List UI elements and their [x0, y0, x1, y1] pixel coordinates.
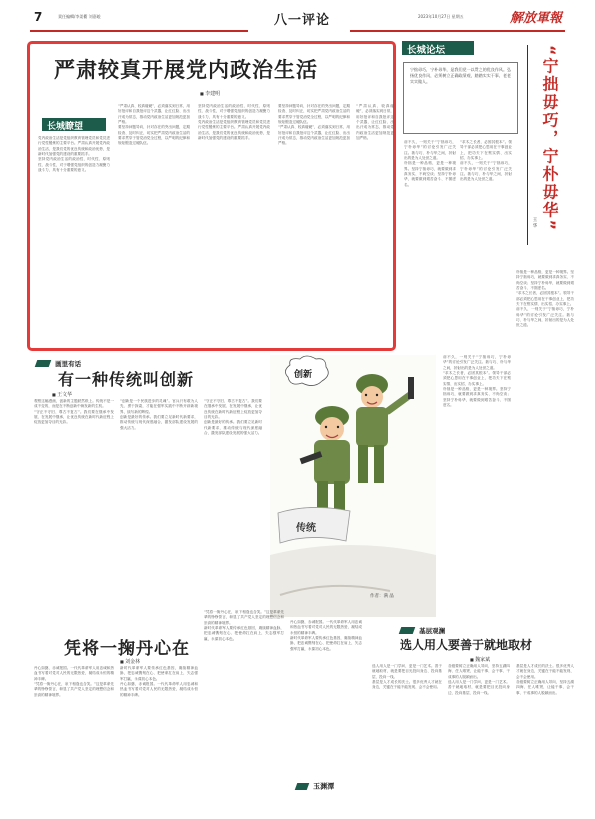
bottom-right-column-tag-text: 基层观澜 [419, 627, 446, 635]
bottom-left-col-2 [120, 666, 198, 814]
bottom-right-paragraph: 选人用人是一门学问，更是一门艺术。善于就地取材，就是要把目光投向身边、投向基层、投向一线。 [372, 664, 442, 679]
lead-article [27, 41, 396, 351]
bottom-left-paragraph: “凭将一掬丹心在，泉下相逢也含笑。”这是革命先辈的铮铮誓言，彰显了共产党人坚定的理想信念和崇高的精神境界。 [34, 682, 114, 697]
pullquote-title: “宁拙毋巧，宁朴毋华” [540, 45, 559, 233]
lead-body-col-3 [198, 104, 270, 344]
lead-body-col-5 [356, 104, 394, 344]
tradition-byline: ■ 王文华 [52, 391, 72, 398]
bottom-left-col-1 [34, 666, 114, 814]
bottom-left-paragraph: 新时代革命军人要传承红色基因，赓续精神血脉，把忠诚镌刻在心、把使命扛在肩上，矢志强军打赢，永葆初心本色。 [290, 636, 362, 651]
lead-paragraph: 要坚持问题导向，针对存在的突出问题，定期检查、及时纠正，切实把严肃党内政治生活的要求贯穿于管党治党全过程，以严明的纪律和规矩锻造过硬队伍。 [278, 104, 350, 125]
tradition-paragraph: 创新是最好的传承。我们要立足新时代新要求，推动传统与现代深度融合，激发部队建设发展的强大活力。 [204, 420, 262, 436]
tradition-paragraph: “创新是一个民族进步的灵魂”。官兵只有敢为人先、勇于探索，才能在强军实践中不断开辟新境界，续写新的辉煌。 [120, 399, 198, 414]
bottom-right-col-1 [372, 664, 442, 814]
signoff-icon [295, 783, 310, 790]
cartoon-illustration [270, 355, 436, 617]
header-rule-right [350, 30, 565, 32]
right-body-col-1 [404, 140, 456, 350]
pullquote-rule [527, 45, 528, 245]
page-header [0, 0, 595, 32]
right-column-tag [402, 41, 474, 55]
tradition-column-tag-text: 画里有话 [55, 360, 82, 368]
right-body-col-4 [443, 355, 511, 615]
bottom-left-paragraph: “凭将一掬丹心在，泉下相逢也含笑。”这是革命先辈的铮铮誓言，彰显了共产党人坚定的理想信念和崇高的精神境界。 [204, 610, 284, 625]
right-paragraph: 朴拙是一种品格，更是一种境界。坚持宁拙毋巧，就要做到求真务实、不尚空谈；坚持宁朴毋华，就要做到艰苦奋斗、不图虚名。 [404, 161, 456, 187]
cartoon-banner [278, 507, 350, 543]
bottom-right-col-2 [448, 664, 510, 814]
tradition-paragraph: 创新是最好的传承。我们要立足新时代新要求，推动传统与现代深度融合，激发部队建设发展的强大活力。 [120, 415, 198, 430]
header-date: 2023年10月27日 星期五 [418, 14, 464, 19]
right-paragraph: 前不久，一则关于“宁拙毋巧，宁朴毋华”的讨论引发广泛关注。拙与巧、朴与华之间，折射出的是为人处世之道。 [460, 161, 512, 182]
right-paragraph: “求木之长者，必固其根本”。领导干部必须把心思用在干事创业上，把功夫下在察实情、出实招、办实事上。 [460, 140, 512, 161]
bottom-right-paragraph: 各级要树立正确用人导向，坚持五湖四海、任人唯贤，让能干事、会干事、干成事的人脱颖而出。 [448, 664, 510, 679]
bottom-left-headline: 凭将一掬丹心在 [64, 639, 190, 659]
bottom-left-col-4 [290, 620, 362, 770]
lead-paragraph: 坚持党内政治生活的政治性、时代性、原则性、战斗性，对于增强党组织的创造力凝聚力战斗力，具有十分重要的意义。 [38, 157, 110, 173]
tradition-column-tag-icon [35, 360, 52, 367]
lead-body-col-2 [118, 104, 190, 344]
bottom-right-paragraph: 选人用人是一门学问，更是一门艺术。善于就地取材，就是要把目光投向身边、投向基层、投向一线。 [448, 680, 510, 695]
signoff-block [296, 776, 334, 795]
bottom-left-col-3 [204, 610, 284, 814]
lead-headline: 严肃较真开展党内政治生活 [54, 58, 318, 82]
cartoon-bubble-text: 创新 [294, 370, 313, 380]
section-title: 八一评论 [274, 13, 331, 28]
right-column-tag-text: 长城论坛 [407, 45, 446, 56]
right-body-col-3 [516, 270, 574, 600]
right-paragraph: 前不久，一则关于“宁拙毋巧，宁朴毋华”的讨论引发广泛关注。拙与巧、朴与华之间，折射出的是为人处世之道。 [404, 140, 456, 161]
right-intro-box [403, 62, 518, 134]
bottom-right-paragraph: 基层是人才成长的沃土。很多优秀人才就在身边，关键在于能不能发现、会不会使用。 [372, 680, 442, 690]
bottom-right-col-3 [516, 664, 574, 814]
cartoon-banner-text: 传统 [296, 523, 316, 534]
tradition-body-col-2 [120, 399, 198, 609]
lead-body-col-4 [278, 104, 350, 344]
lead-paragraph: “严肃认真、较真碰硬”，必须落实到日常，用好批评和自我批评这个武器，让红红脸、出出汗成为常态，推动党内政治生活更加规范更加严格。 [118, 104, 190, 125]
lead-paragraph: “严肃认真、较真碰硬”，必须落实到日常，用好批评和自我批评这个武器，让红红脸、出出汗成为常态，推动党内政治生活更加规范更加严格。 [278, 125, 350, 146]
tradition-headline: 有一种传统叫创新 [58, 370, 195, 389]
right-body-col-2 [460, 140, 512, 350]
tradition-paragraph: 观察这幅漫画，创新的主题跃然纸上。传统不是一成不变的，而是在不断创新中焕发新的生机。 [34, 399, 114, 409]
bottom-right-byline: ■ 魏家斌 [470, 656, 490, 663]
right-paragraph: “求木之长者，必固其根本”。领导干部必须把心思用在干事创业上，把功夫下在察实情、出实招、办实事上。 [443, 371, 511, 386]
signoff-text: 玉渊潭 [313, 782, 335, 791]
tradition-paragraph: “守正不守旧、尊古不复古”。我们要在继承中发展、在发展中继承，让优良传统在新时代新征程上绽放更加夺目的光彩。 [34, 409, 114, 425]
right-paragraph: 前不久，一则关于“宁拙毋巧，宁朴毋华”的讨论引发广泛关注。拙与巧、朴与华之间，折射出的是为人处世之道。 [443, 355, 511, 370]
header-tagline: 責任編輯/李姜衢 刘嘉峻 [58, 14, 101, 19]
tradition-body-col-1 [34, 399, 114, 609]
lead-byline: ■ 李建明 [200, 90, 220, 97]
lead-paragraph: 坚持党内政治生活的政治性、时代性、原则性、战斗性，对于增强党组织的创造力凝聚力战斗力，具有十分重要的意义。 [198, 104, 270, 119]
right-intro-text: 宁拙毋巧，宁朴毋华，是我们党一以贯之的优良作风。弘扬优良作风，必须树立正确政绩观，踏踏实实干事、老老实实做人。 [410, 67, 511, 85]
lead-body-col-1 [38, 136, 110, 344]
bottom-left-paragraph: 丹心如磐，赤诚报国。一代代革命军人用忠诚和热血书写着对党对人民的无限热爱，凝结成永恒的精神丰碑。 [290, 620, 362, 635]
pullquote-block [523, 41, 573, 281]
bottom-right-headline: 选人用人要善于就地取材 [400, 638, 533, 652]
masthead-logo: 解放軍報 [510, 11, 563, 26]
page-number: 7 [34, 10, 43, 24]
lead-paragraph: 要坚持问题导向，针对存在的突出问题，定期检查、及时纠正，切实把严肃党内政治生活的要求贯穿于管党治党全过程，以严明的纪律和规矩锻造过硬队伍。 [118, 125, 190, 146]
lead-paragraph: 党内政治生活是党组织教育管理党员和党员进行党性锻炼的主要平台。严肃认真开展党内政治生活，是我们党的优良传统和政治优势，是新时代加强党的建设的重要抓手。 [198, 120, 270, 141]
right-paragraph: 前不久，一则关于“宁拙毋巧，宁朴毋华”的讨论引发广泛关注。拙与巧、朴与华之间，折射出的是为人处世之道。 [516, 307, 574, 328]
right-paragraph: 朴拙是一种品格，更是一种境界。坚持宁拙毋巧，就要做到求真务实、不尚空谈；坚持宁朴毋华，就要做到艰苦奋斗、不图虚名。 [443, 387, 511, 408]
bottom-right-paragraph: 各级要树立正确用人导向，坚持五湖四海、任人唯贤，让能干事、会干事、干成事的人脱颖而出。 [516, 680, 574, 695]
bottom-left-paragraph: 丹心如磐，赤诚报国。一代代革命军人用忠诚和热血书写着对党对人民的无限热爱，凝结成永恒的精神丰碑。 [120, 682, 198, 697]
tradition-body-col-3 [204, 399, 262, 609]
lead-paragraph: 党内政治生活是党组织教育管理党员和党员进行党性锻炼的主要平台。严肃认真开展党内政治生活，是我们党的优良传统和政治优势，是新时代加强党的建设的重要抓手。 [38, 136, 110, 157]
right-paragraph: 朴拙是一种品格，更是一种境界。坚持宁拙毋巧，就要做到求真务实、不尚空谈；坚持宁朴毋华，就要做到艰苦奋斗、不图虚名。 [516, 270, 574, 291]
bottom-left-byline: ■ 刘金林 [120, 658, 140, 665]
cartoon-svg [270, 355, 436, 617]
tradition-paragraph: “守正不守旧、尊古不复古”。我们要在继承中发展、在发展中继承，让优良传统在新时代新征程上绽放更加夺目的光彩。 [204, 399, 262, 420]
bottom-left-paragraph: 新时代革命军人要传承红色基因，赓续精神血脉，把忠诚镌刻在心、把使命扛在肩上，矢志强军打赢，永葆初心本色。 [120, 666, 198, 681]
header-rule-left [30, 30, 248, 32]
bottom-left-paragraph: 新时代革命军人要传承红色基因，赓续精神血脉，把忠诚镌刻在心、把使命扛在肩上，矢志强军打赢，永葆初心本色。 [204, 626, 284, 641]
cartoon-credit: 作者：满 晶 [370, 594, 394, 599]
bottom-right-paragraph: 基层是人才成长的沃土。很多优秀人才就在身边，关键在于能不能发现、会不会使用。 [516, 664, 574, 679]
bottom-right-column-tag-icon [399, 627, 416, 634]
lead-column-tag-text: 长城瞭望 [47, 122, 84, 132]
pullquote-byline: 王 华 [532, 217, 537, 228]
right-paragraph: “求木之长者，必固其根本”。领导干部必须把心思用在干事创业上，把功夫下在察实情、出实招、办实事上。 [516, 291, 574, 307]
lead-paragraph: “严肃认真、较真碰硬”，必须落实到日常，用好批评和自我批评这个武器，让红红脸、出出汗成为常态，推动党内政治生活更加规范更加严格。 [356, 104, 394, 141]
lead-column-tag [42, 118, 106, 131]
bottom-left-paragraph: 丹心如磐，赤诚报国。一代代革命军人用忠诚和热血书写着对党对人民的无限热爱，凝结成永恒的精神丰碑。 [34, 666, 114, 681]
